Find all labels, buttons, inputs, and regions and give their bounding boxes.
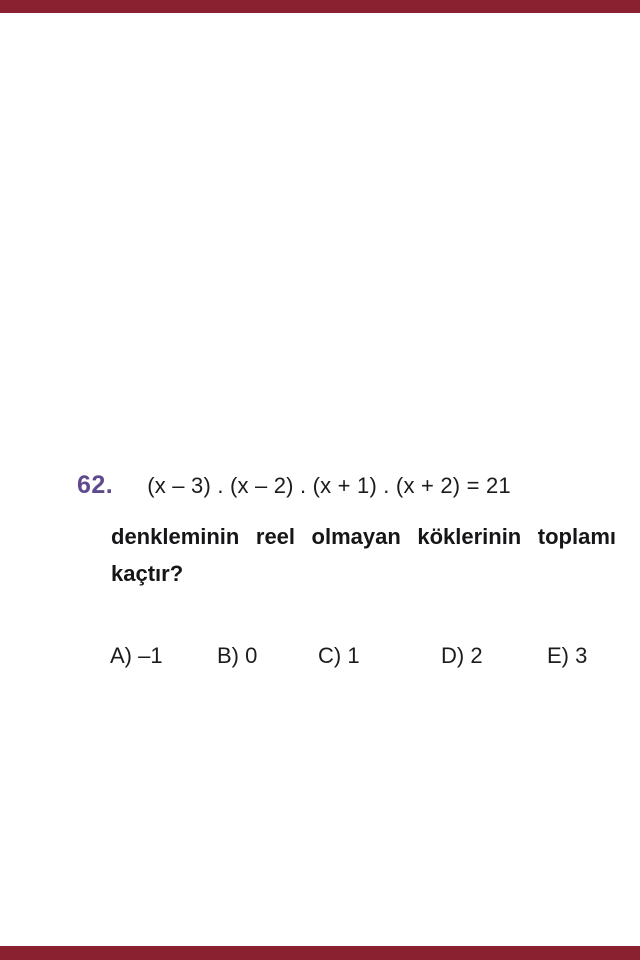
answer-option-b: B) 0 [217,643,258,668]
answer-option-d: D) 2 [441,643,483,668]
answer-option-e: E) 3 [547,643,588,668]
question-prompt-line1: denkleminin reel olmayan köklerinin toplamı [111,524,616,549]
question-equation: (x – 3) . (x – 2) . (x + 1) . (x + 2) = 21 [147,473,511,498]
question-header-row [77,471,620,500]
bottom-edge-band [0,946,640,960]
top-edge-band [0,0,640,13]
answer-options-row [0,645,640,675]
question-prompt-line2: kaçtır? [111,561,184,586]
answer-option-c: C) 1 [318,643,360,668]
answer-option-a: A) –1 [110,643,163,668]
question-prompt [111,518,616,592]
question-number: 62. [77,471,114,499]
